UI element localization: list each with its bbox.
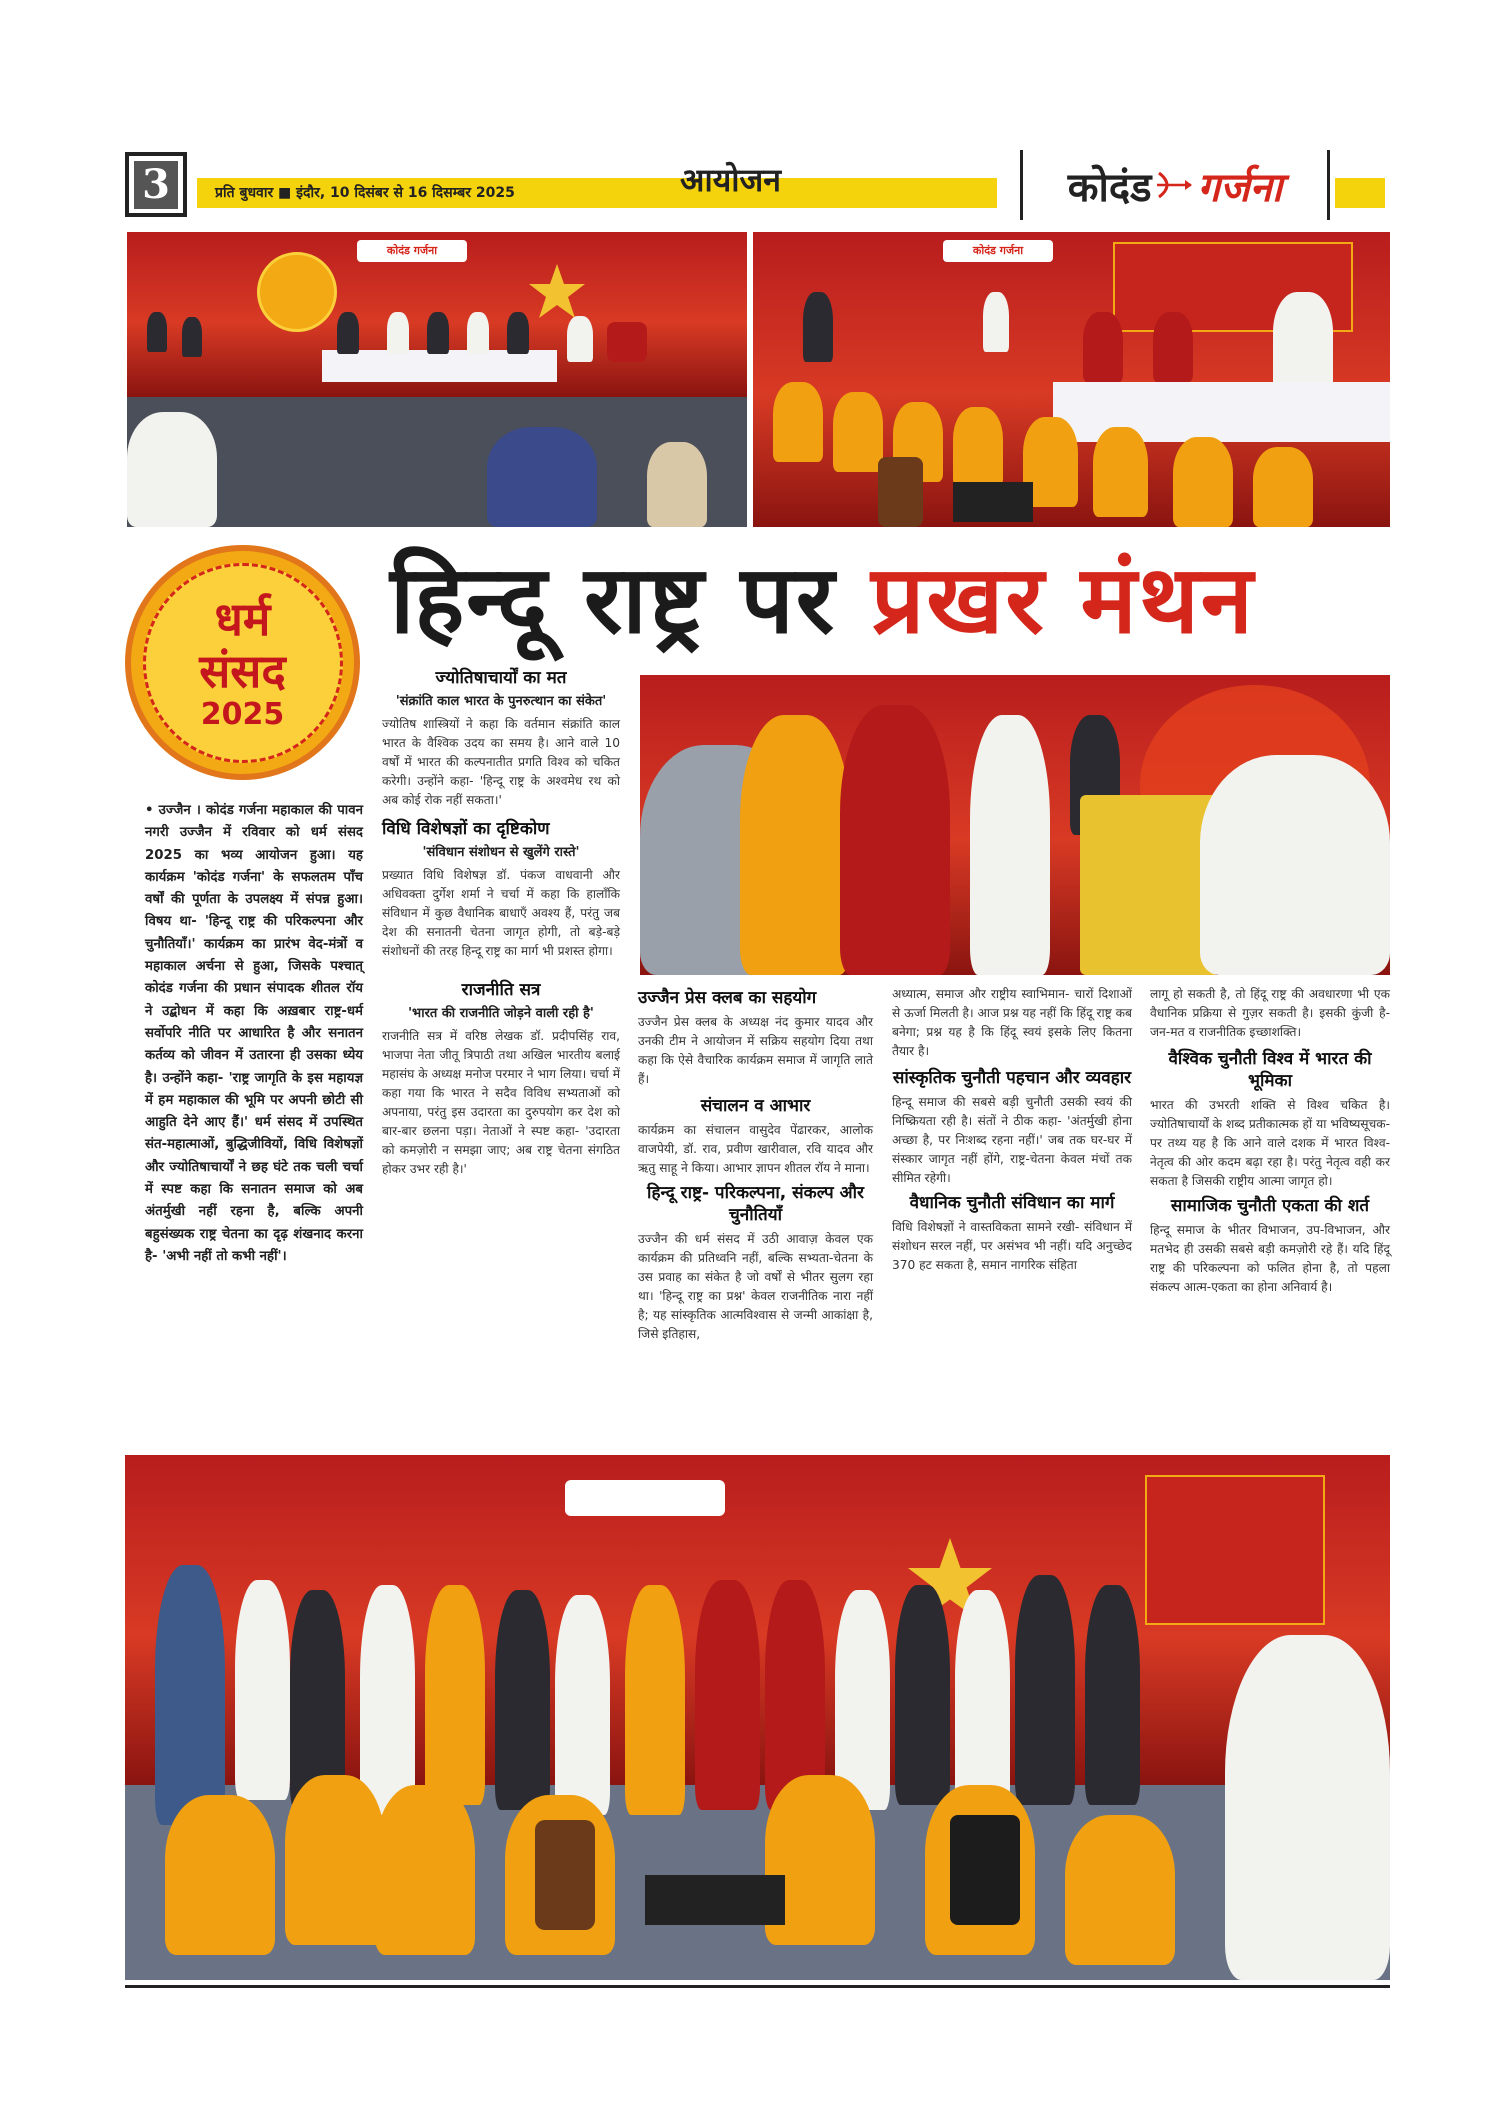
heading-conduct: संचालन व आभार xyxy=(700,1096,811,1116)
page-number-text: 3 xyxy=(134,161,178,209)
masthead-left: कोदंड xyxy=(1067,164,1152,211)
dharma-sansad-emblem xyxy=(257,252,337,332)
dholak-drum xyxy=(535,1820,595,1930)
masthead-right: गर्जना xyxy=(1197,164,1283,211)
headline xyxy=(390,532,1255,660)
seal-line1: धर्म xyxy=(214,592,271,646)
bow-arrow-icon xyxy=(1155,171,1193,199)
star-icon xyxy=(527,262,587,322)
heading-press-club: उज्जैन प्रेस क्लब का सहयोग xyxy=(638,988,817,1008)
column-2 xyxy=(382,665,620,1181)
banner-logo: कोदंड गर्जना xyxy=(357,240,467,262)
column-4 xyxy=(892,985,1132,1277)
paragraph: ज्योतिष शास्त्रियों ने कहा कि वर्तमान संक्रांति काल भारत के वैश्विक उदय का समय है। आने वाले 10 वर्षों में भारत की कल्पनातीत प्रगति विश्व को चकित करेगी। उन्होंने कहा- 'हिन्दू राष्ट्र के अश्वमेध रथ को अब कोई रोक नहीं सकता।' xyxy=(382,717,620,807)
heading-legal-experts: विधि विशेषज्ञों का दृष्टिकोण xyxy=(382,819,550,839)
heading-legal-challenge: वैधानिक चुनौती संविधान का मार्ग xyxy=(909,1193,1115,1213)
heading-cultural-challenge: सांस्कृतिक चुनौती पहचान और व्यवहार xyxy=(892,1068,1132,1088)
photo-saints-stage xyxy=(753,232,1390,527)
intro-column: • उज्जैन । कोदंड गर्जना महाकाल की पावन नगरी उज्जैन में रविवार को धर्म संसद 2025 का भव्य आयोजन हुआ। यह कार्यक्रम 'कोदंड गर्जना' के सफलतम पाँच वर्षों की पूर्णता के उपलक्ष्य में संपन्न हुआ। विषय था- 'हिन्दू राष्ट्र की परिकल्पना और चुनौतियाँ।' कार्यक्रम का प्रारंभ वेद-मंत्रों व महाकाल अर्चना से हुआ, जिसके पश्चात् कोदंड गर्जना की प्रधान संपादक शीतल रॉय ने उद्बोधन में कहा कि अख़बार राष्ट्र-धर्म सर्वोपरि नीति पर आधारित है और सनातन कर्तव्य को जीवन में उतारना ही उसका ध्येय है। उन्होंने कहा- 'राष्ट्र जागृति के इस महायज्ञ में हम महाकाल की भूमि पर अपनी छोटी सी आहुति देने आए हैं।' धर्म संसद में उपस्थित संत-महात्माओं, बुद्धिजीवियों, विधि विशेषज्ञों और ज्योतिषाचार्यों ने छह घंटे तक चली चर्चा में स्पष्ट कहा कि सनातन समाज को अब अंतर्मुखी नहीं रहना है, बल्कि अपनी बहुसंख्यक राष्ट्र चेतना का दृढ़ शंखनाद करना है- 'अभी नहीं तो कभी नहीं'। xyxy=(145,803,363,1264)
dharma-sansad-seal xyxy=(125,545,360,780)
subheading-legal-experts: 'संविधान संशोधन से खुलेंगे रास्ते' xyxy=(422,845,580,860)
page-number xyxy=(125,152,187,217)
section-title: आयोजन xyxy=(680,161,782,199)
banner-logo xyxy=(565,1480,725,1516)
masthead-logo xyxy=(1020,150,1330,220)
seal-year: 2025 xyxy=(200,697,285,732)
header-bar-right xyxy=(1335,178,1385,208)
photo-group-release xyxy=(125,1455,1390,1980)
paragraph: भारत की उभरती शक्ति से विश्व चकित है। ज्योतिषाचार्यों के शब्द प्रतीकात्मक हों या भविष्यसूचक- पर तथ्य यह है कि आने वाले दशक में भारत विश्व-नेतृत्व की ओर कदम बढ़ा रहा है। परंतु नेतृत्व वही कर सकता है जिसकी राष्ट्रीय आत्मा जागृत हो। xyxy=(1150,1098,1390,1188)
heading-astrologers: ज्योतिषाचार्यों का मत xyxy=(435,668,567,688)
heading-social-challenge: सामाजिक चुनौती एकता की शर्त xyxy=(1170,1196,1370,1216)
subheading-astrologers: 'संक्रांति काल भारत के पुनरुत्थान का संकेत' xyxy=(395,694,607,709)
paragraph: प्रख्यात विधि विशेषज्ञ डॉ. पंकज वाधवानी और अधिवक्ता दुर्गेश शर्मा ने चर्चा में कहा कि हालाँकि संविधान में कुछ वैधानिक बाधाएँ अवश्य हैं, परंतु जब देश की सनातनी चेतना जागृत होगी, तो बड़े-बड़े संशोधनों की तरह हिन्दू राष्ट्र का मार्ग भी प्रशस्त होगा। xyxy=(382,868,620,958)
subheading-politics: 'भारत की राजनीति जोड़ने वाली रही है' xyxy=(408,1006,594,1021)
column-5 xyxy=(1150,985,1390,1299)
heading-politics: राजनीति सत्र xyxy=(461,980,541,1000)
seal-line2: संसद xyxy=(199,644,286,698)
paragraph: उज्जैन की धर्म संसद में उठी आवाज़ केवल एक कार्यक्रम की प्रतिध्वनि नहीं, बल्कि सभ्यता-चेतना के उस प्रवाह का संकेत है जो वर्षों से भीतर सुलग रहा था। 'हिन्दू राष्ट्र का प्रश्न' केवल राजनीतिक नारा नहीं है; यह सांस्कृतिक आत्मविश्वास से जन्मी आकांक्षा है, जिसे इतिहास, xyxy=(638,1232,873,1341)
photo-worship-ceremony xyxy=(640,675,1390,975)
stage-table xyxy=(322,350,557,382)
bottom-rule xyxy=(125,1985,1390,1988)
headline-part1: हिन्दू राष्ट्र पर xyxy=(390,545,871,655)
dateline: प्रति बुधवार ■ इंदौर, 10 दिसंबर से 16 दिसम्बर 2025 xyxy=(215,185,515,201)
dholak-drum xyxy=(878,457,923,527)
paragraph: लागू हो सकती है, तो हिंदू राष्ट्र की अवधारणा भी एक वैधानिक प्रक्रिया से गुज़र सकती है। इसकी कुंजी है- जन-मत व राजनीतिक इच्छाशक्ति। xyxy=(1150,987,1390,1039)
heading-hindu-rashtra: हिन्दू राष्ट्र- परिकल्पना, संकल्प और चुनौतियाँ xyxy=(647,1183,864,1225)
paragraph: राजनीति सत्र में वरिष्ठ लेखक डॉ. प्रदीपसिंह राव, भाजपा नेता जीतू त्रिपाठी तथा अखिल भारतीय बलाई महासंघ के अध्यक्ष मनोज परमार ने भाग लिया। चर्चा में कहा गया कि भारत ने सदैव विविध सभ्यताओं को अपनाया, परंतु इस उदारता का दुरुपयोग कर देश को बार-बार छलना पड़ा। नेताओं ने स्पष्ट कहा- 'उदारता को कमज़ोरी न समझा जाए; अब राष्ट्र चेतना संगठित होकर उभर रही है।' xyxy=(382,1029,620,1176)
paragraph: अध्यात्म, समाज और राष्ट्रीय स्वाभिमान- चारों दिशाओं से ऊर्जा मिलती है। आज प्रश्न यह नहीं कि हिंदू राष्ट्र कब बनेगा; प्रश्न यह है कि हिंदू स्वयं इसके लिए कितना तैयार है। xyxy=(892,987,1132,1058)
paragraph: विधि विशेषज्ञों ने वास्तविकता सामने रखी- संविधान में संशोधन सरल नहीं, पर असंभव भी नहीं। यदि अनुच्छेद 370 हट सकता है, समान नागरिक संहिता xyxy=(892,1220,1132,1272)
headline-part2: प्रखर मंथन xyxy=(870,545,1255,655)
column-3 xyxy=(638,985,873,1346)
harmonium xyxy=(645,1875,785,1925)
altar xyxy=(1080,795,1220,975)
heading-global-challenge: वैश्विक चुनौती विश्व में भारत की भूमिका xyxy=(1168,1049,1372,1091)
event-banner xyxy=(1145,1475,1325,1625)
photo-panel-discussion xyxy=(127,232,747,527)
harmonium xyxy=(953,482,1033,522)
paragraph: हिन्दू समाज की सबसे बड़ी चुनौती उसकी स्वयं की निष्क्रियता रही है। संतों ने ठीक कहा- 'अंतर्मुखी होना अच्छा है, पर निःशब्द रहना नहीं।' जब तक घर-घर में संस्कार जागृत नहीं होंगे, राष्ट्र-चेतना केवल मंचों तक सीमित रहेगी। xyxy=(892,1095,1132,1185)
paragraph: कार्यक्रम का संचालन वासुदेव पेंढारकर, आलोक वाजपेयी, डॉ. राव, प्रवीण खारीवाल, रवि यादव और ऋतु साहू ने किया। आभार ज्ञापन शीतल रॉय ने माना। xyxy=(638,1123,873,1175)
speaker xyxy=(950,1815,1020,1925)
paragraph: हिन्दू समाज के भीतर विभाजन, उप-विभाजन, और मतभेद ही उसकी सबसे बड़ी कमज़ोरी रहे हैं। यदि हिंदू राष्ट्र की परिकल्पना को फलित होना है, तो पहला संकल्प आत्म-एकता का होना अनिवार्य है। xyxy=(1150,1223,1390,1294)
banner-logo: कोदंड गर्जना xyxy=(943,240,1053,262)
paragraph: उज्जैन प्रेस क्लब के अध्यक्ष नंद कुमार यादव और उनकी टीम ने आयोजन में सक्रिय सहयोग दिया तथा कहा कि ऐसे वैचारिक कार्यक्रम समाज में जागृति लाते हैं। xyxy=(638,1015,873,1086)
